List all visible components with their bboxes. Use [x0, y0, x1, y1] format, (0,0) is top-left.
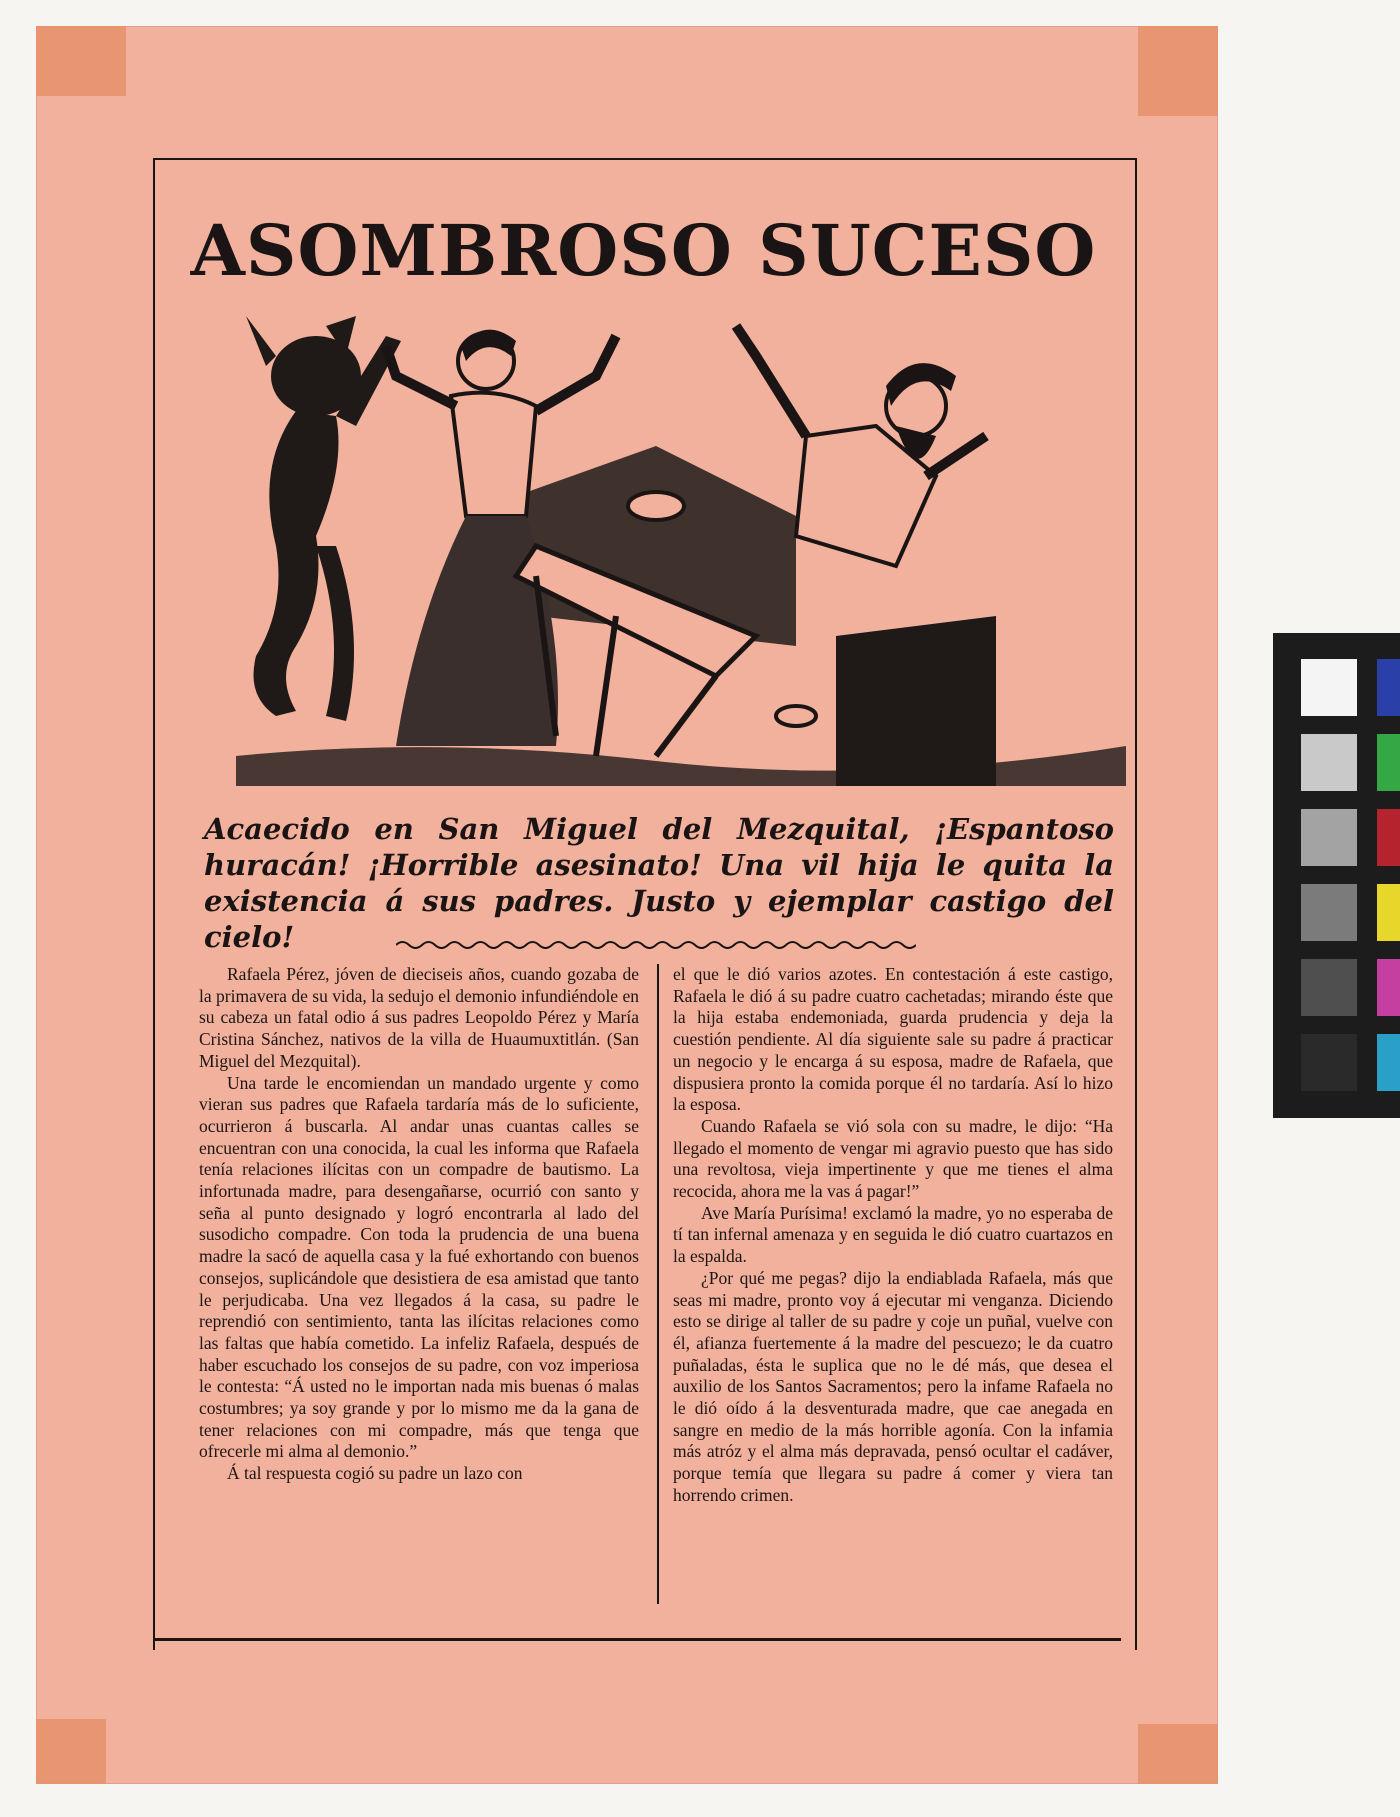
woodcut-illustration — [236, 316, 1126, 786]
color-swatch — [1301, 734, 1357, 791]
tape-top-left — [36, 26, 126, 96]
tape-bottom-left — [36, 1719, 106, 1784]
color-calibration-card — [1273, 633, 1400, 1118]
broadside-sheet — [36, 26, 1218, 1784]
decorative-wave-rule — [396, 939, 916, 951]
color-swatch — [1301, 659, 1357, 716]
paragraph: Cuando Rafaela se vió sola con su madre, le dijo: “Ha llegado el momento de vengar mi agravio puesto que has sido una revoltosa, vieja impertinente y que me tienes el alma recocida, ahora me la vas á pagar!” — [673, 1115, 1113, 1202]
color-swatch — [1301, 809, 1357, 866]
column-divider — [657, 964, 659, 1604]
paragraph: ¿Por qué me pegas? dijo la endiablada Rafaela, más que seas mi madre, pronto voy á ejecutar mi venganza. Diciendo esto se dirige al taller de su padre y coje un puñal, vuelve con él, afianza fuertemente á la madre del pescuezo; le da cuatro puñaladas, ésta le suplica que no le dé más, que desea el auxilio de los Santos Sacramentos; pero la infame Rafaela no le dió oído á la desventurada madre, que cae anegada en sangre en medio de la más horrible agonía. Con la infamia más atróz y el alma más depravada, pensó ocultar el cadáver, porque temía que llegara su padre á comer y viera tan horrendo crimen. — [673, 1267, 1113, 1505]
frame-bottom-rule — [153, 1638, 1121, 1641]
paragraph: Ave María Purísima! exclamó la madre, yo no esperaba de tí tan infernal amenaza y en seguida le dió cuatro cuartazos en la espalda. — [673, 1202, 1113, 1267]
paragraph: el que le dió varios azotes. En contestación á este castigo, Rafaela le dió á su padre cuatro cachetadas; mirando éste que la hija estaba endemoniada, guarda prudencia y deja la cuestión pendiente. Al día siguiente sale su padre á practicar un negocio y le encarga á su esposa, madre de Rafaela, que dispusiera pronto la comida porque él no tardaría. Así lo hizo la esposa. — [673, 964, 1113, 1115]
headline: ASOMBROSO SUCESO — [190, 209, 1097, 292]
paragraph: Una tarde le encomiendan un mandado urgente y como vieran sus padres que Rafaela tardaría más de lo suficiente, ocurrieron á buscarla. Al andar unas cuantas calles se encuentran con una conocida, la cual les informa que Rafaela tenía relaciones ilícitas con un compadre de bautismo. La infortunada madre, para desengañarse, ocurrió con santo y seña al punto designado y logró encontrarla al lado del susodicho compadre. Con toda la prudencia de una buena madre la sacó de aquella casa y la fué exhortando con buenos consejos, suplicándole que desistiera de esa amistad que tanto le perjudicaba. Una vez llegados á la casa, su padre le reprendió con sentimiento, tanta las ilícitas relaciones como las faltas que había cometido. La infeliz Rafaela, después de haber escuchado los consejos de su padre, con voz imperiosa le contesta: “Á usted no le importan nada mis buenas ó malas costumbres; ya soy grande y por lo mismo me da la gana de tener relaciones con mi compadre, más que tenga que ofrecerle mi alma al demonio.” — [199, 1072, 639, 1462]
article-column-left — [199, 964, 639, 1485]
subheadline — [204, 811, 1114, 955]
color-swatch — [1301, 1034, 1357, 1091]
color-swatch — [1377, 884, 1400, 941]
paragraph: Á tal respuesta cogió su padre un lazo con — [227, 1463, 523, 1484]
color-swatch — [1301, 884, 1357, 941]
color-swatch — [1377, 659, 1400, 716]
color-swatch — [1377, 734, 1400, 791]
tape-bottom-right — [1138, 1724, 1218, 1784]
color-swatch — [1377, 959, 1400, 1016]
tape-top-right — [1138, 26, 1218, 116]
subheadline-text: Acaecido en San Miguel del Mezquital, ¡Espantoso huracán! ¡Horrible asesinato! Una vil hija le quita la existencia á sus padres. Justo y ejemplar castigo del cielo! — [204, 812, 1114, 954]
article-column-right — [673, 964, 1113, 1507]
color-swatch — [1377, 809, 1400, 866]
paragraph: Rafaela Pérez, jóven de dieciseis años, cuando gozaba de la primavera de su vida, la sedujo el demonio infundiéndole en su cabeza un fatal odio á sus padres Leopoldo Pérez y María Cristina Sánchez, nativos de la villa de Huaumuxtitlán. (San Miguel del Mezquital). — [199, 964, 639, 1071]
color-swatch — [1377, 1034, 1400, 1091]
color-swatch — [1301, 959, 1357, 1016]
